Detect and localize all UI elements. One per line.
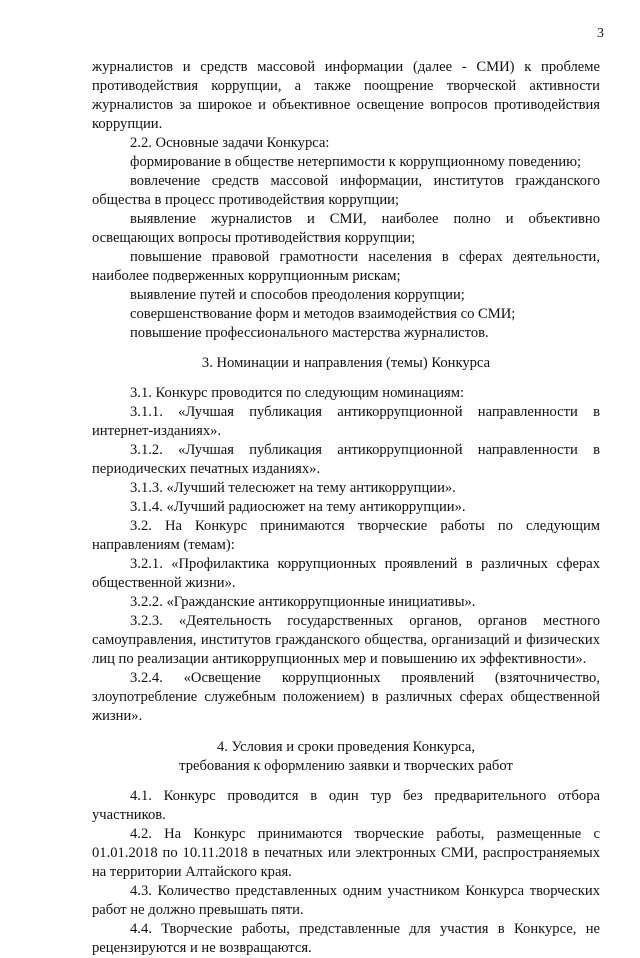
paragraph: 4.3. Количество представленных одним участником Конкурса творческих работ не должно превышать пяти. <box>92 883 600 918</box>
section-heading-line2: требования к оформлению заявки и творческих работ <box>179 758 513 774</box>
section-heading: 4. Условия и сроки проведения Конкурса, <box>216 739 476 755</box>
paragraph: повышение профессионального мастерства журналистов. <box>130 325 489 341</box>
paragraph: 3.1.4. «Лучший радиосюжет на тему антикоррупции». <box>130 499 466 515</box>
paragraph: 4.1. Конкурс проводится в один тур без предварительного отбора участников. <box>92 788 600 823</box>
paragraph: 3.2.1. «Профилактика коррупционных проявлений в различных сферах общественной жизни». <box>92 556 600 591</box>
paragraph: 3.2.3. «Деятельность государственных органов, органов местного самоуправления, институтов гражданского общества, организаций и физических лиц по реализации антикоррупционных мер и повышению их эффективности». <box>92 613 600 667</box>
paragraph: 3.1. Конкурс проводится по следующим номинациям: <box>130 385 465 401</box>
paragraph: 2.2. Основные задачи Конкурса: <box>130 135 330 151</box>
paragraph: повышение правовой грамотности населения в сферах деятельности, наиболее подверженных коррупционным рискам; <box>92 249 600 284</box>
paragraph: 3.1.3. «Лучший телесюжет на тему антикоррупции». <box>130 480 456 496</box>
paragraph: 3.2.4. «Освещение коррупционных проявлений (взяточничество, злоупотребление служебным положением) в различных сферах общественной жизни». <box>92 670 600 724</box>
paragraph: 3.1.2. «Лучшая публикация антикоррупционной направленности в периодических печатных изданиях». <box>92 442 600 477</box>
paragraph: 3.2.2. «Гражданские антикоррупционные инициативы». <box>130 594 476 610</box>
paragraph: журналистов и средств массовой информации (далее - СМИ) к проблеме противодействия коррупции, а также поощрение творческой активности журналистов за широкое и объективное освещение вопросов противодействия коррупции. <box>92 59 600 132</box>
section-heading: 3. Номинации и направления (темы) Конкурса <box>201 355 491 371</box>
paragraph: 4.2. На Конкурс принимаются творческие работы, размещенные с 01.01.2018 по 10.11.2018 в печатных или электронных СМИ, распространяемых на территории Алтайского края. <box>92 826 600 880</box>
paragraph: вовлечение средств массовой информации, институтов гражданского общества в процесс противодействия коррупции; <box>92 173 600 208</box>
page-number: 3 <box>597 26 604 41</box>
document-body <box>92 58 600 958</box>
paragraph: 4.4. Творческие работы, представленные для участия в Конкурсе, не рецензируются и не возвращаются. <box>92 921 600 956</box>
paragraph: 3.1.1. «Лучшая публикация антикоррупционной направленности в интернет-изданиях». <box>92 404 600 439</box>
paragraph: совершенствование форм и методов взаимодействия со СМИ; <box>130 306 516 322</box>
paragraph: выявление путей и способов преодоления коррупции; <box>130 287 465 303</box>
paragraph: 3.2. На Конкурс принимаются творческие работы по следующим направлениям (темам): <box>92 518 600 553</box>
paragraph: формирование в обществе нетерпимости к коррупционному поведению; <box>130 154 582 170</box>
paragraph: выявление журналистов и СМИ, наиболее полно и объективно освещающих вопросы противодействия коррупции; <box>92 211 600 246</box>
